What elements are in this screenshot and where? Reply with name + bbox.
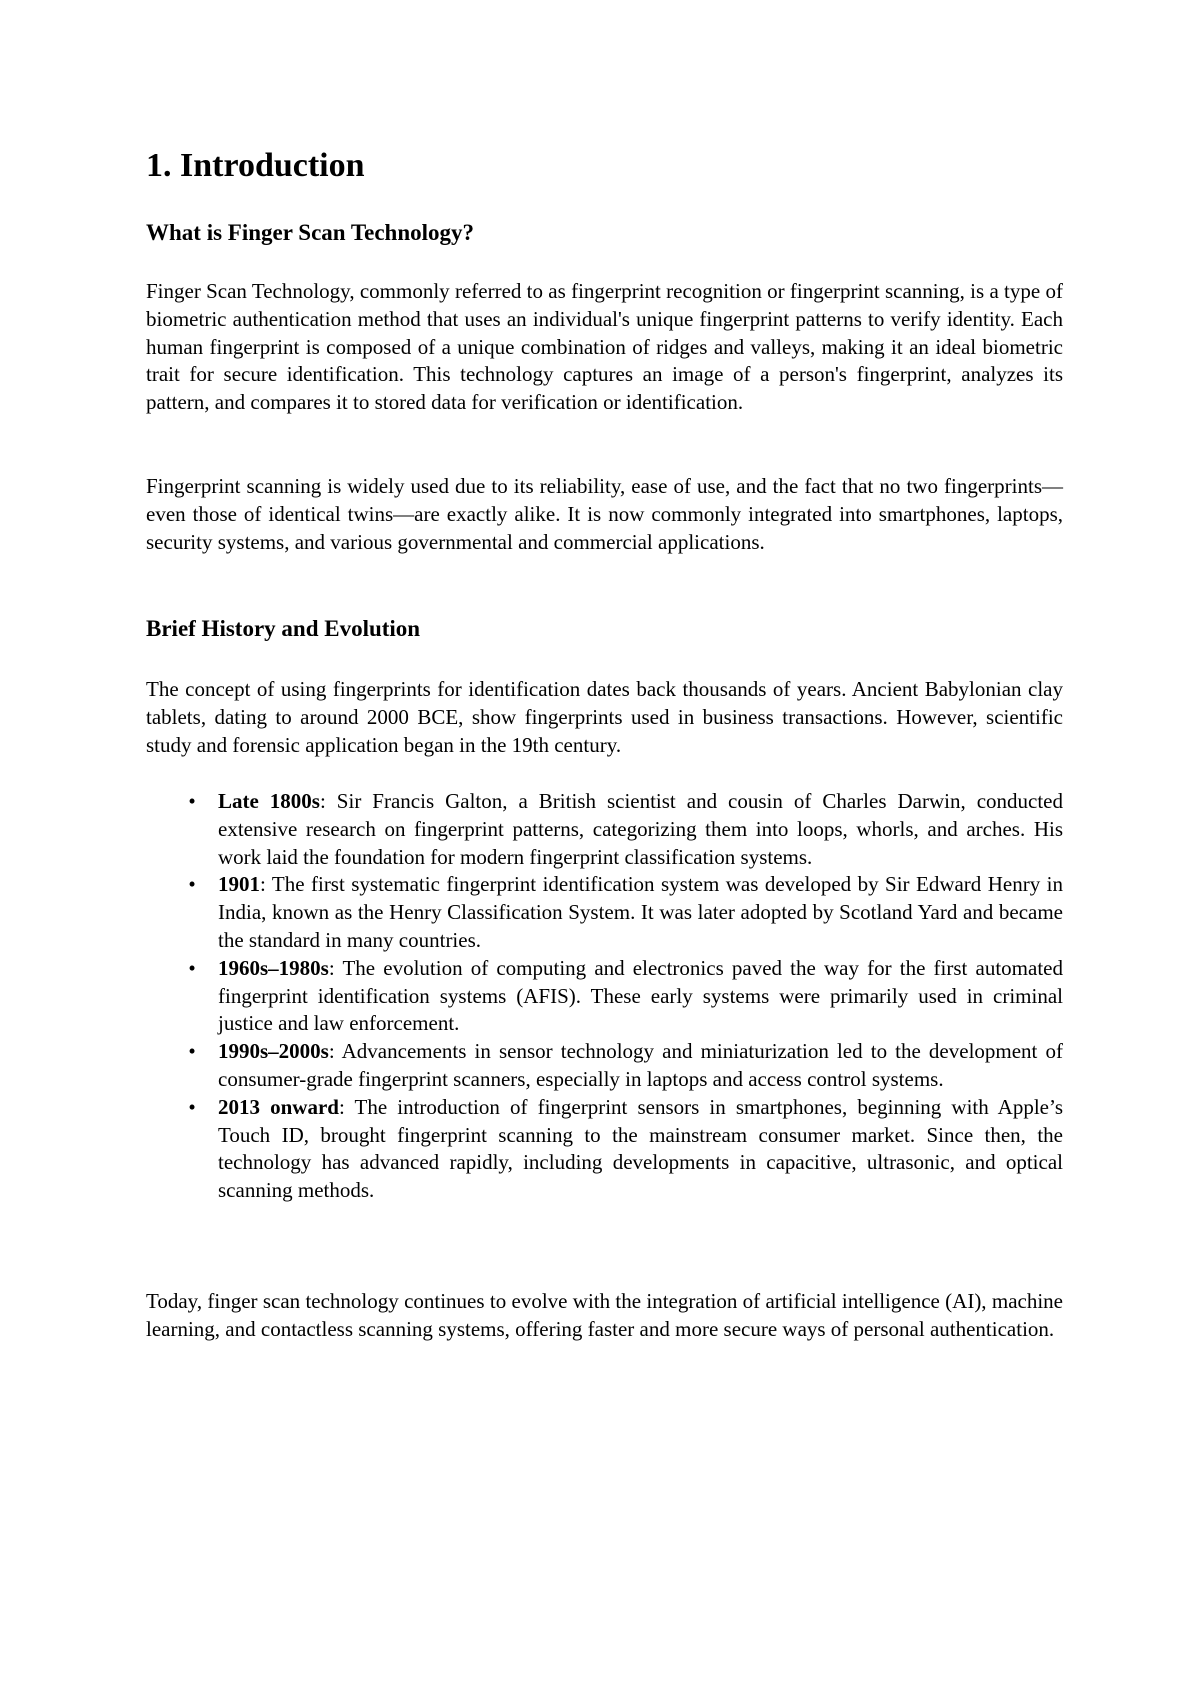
list-item [188,788,1063,871]
paragraph-usage: Fingerprint scanning is widely used due to its reliability, ease of use, and the fact that no two fingerprints—even those of identical twins—are exactly alike. It is now commonly integrated into smartphones, laptops, security systems, and various governmental and commercial applications. [146,474,1063,554]
timeline-text: : The first systematic fingerprint identification system was developed by Sir Edward Henry in India, known as the Henry Classification System. It was later adopted by Scotland Yard and became the standard in many countries. [218,872,1063,952]
page-title: 1. Introduction [146,147,365,184]
bullet-icon: • [188,789,196,813]
bullet-icon: • [188,1094,196,1119]
section-heading-history: Brief History and Evolution [146,616,421,641]
bullet-icon: • [188,955,196,980]
list-item [188,1094,1063,1205]
paragraph-history-intro: The concept of using fingerprints for identification dates back thousands of years. Ancient Babylonian clay tablets, dating to around 2000 BCE, show fingerprints used in business transactions. However, scientific study and forensic application began in the 19th century. [146,677,1063,757]
bullet-icon: • [188,872,196,897]
list-item [188,955,1063,1038]
list-item [188,871,1063,954]
paragraph-closing: Today, finger scan technology continues to evolve with the integration of artificial intelligence (AI), machine learning, and contactless scanning systems, offering faster and more secure ways of personal authentication. [146,1289,1063,1341]
paragraph-definition: Finger Scan Technology, commonly referred to as fingerprint recognition or fingerprint scanning, is a type of biometric authentication method that uses an individual's unique fingerprint patterns to verify identity. Each human fingerprint is composed of a unique combination of ridges and valleys, making it an ideal biometric trait for secure identification. This technology captures an image of a person's fingerprint, analyzes its pattern, and compares it to stored data for verification or identification. [146,279,1063,415]
history-timeline-list [188,788,1063,1205]
timeline-text: : Advancements in sensor technology and miniaturization led to the development of consumer-grade fingerprint scanners, especially in laptops and access control systems. [218,1039,1063,1091]
timeline-text: : The introduction of fingerprint sensors in smartphones, beginning with Apple’s Touch ID, brought fingerprint scanning to the mainstream consumer market. Since then, the technology has advanced rapidly, including developments in capacitive, ultrasonic, and optical scanning methods. [218,1094,1063,1203]
timeline-term: Late 1800s [218,789,320,813]
timeline-term: 1990s–2000s [218,1039,329,1064]
bullet-icon: • [188,1039,196,1064]
timeline-term: 1901 [218,872,260,897]
timeline-text: : The evolution of computing and electronics paved the way for the first automated fingerprint identification systems (AFIS). These early systems were primarily used in criminal justice and law enforcement. [218,955,1063,1036]
timeline-term: 1960s–1980s [218,955,329,980]
list-item [188,1038,1063,1094]
section-heading-what-is: What is Finger Scan Technology? [146,220,475,245]
timeline-term: 2013 onward [218,1094,339,1119]
timeline-text: : Sir Francis Galton, a British scientist and cousin of Charles Darwin, conducted extensive research on fingerprint patterns, categorizing them into loops, whorls, and arches. His work laid the foundation for modern fingerprint classification systems. [218,789,1063,869]
